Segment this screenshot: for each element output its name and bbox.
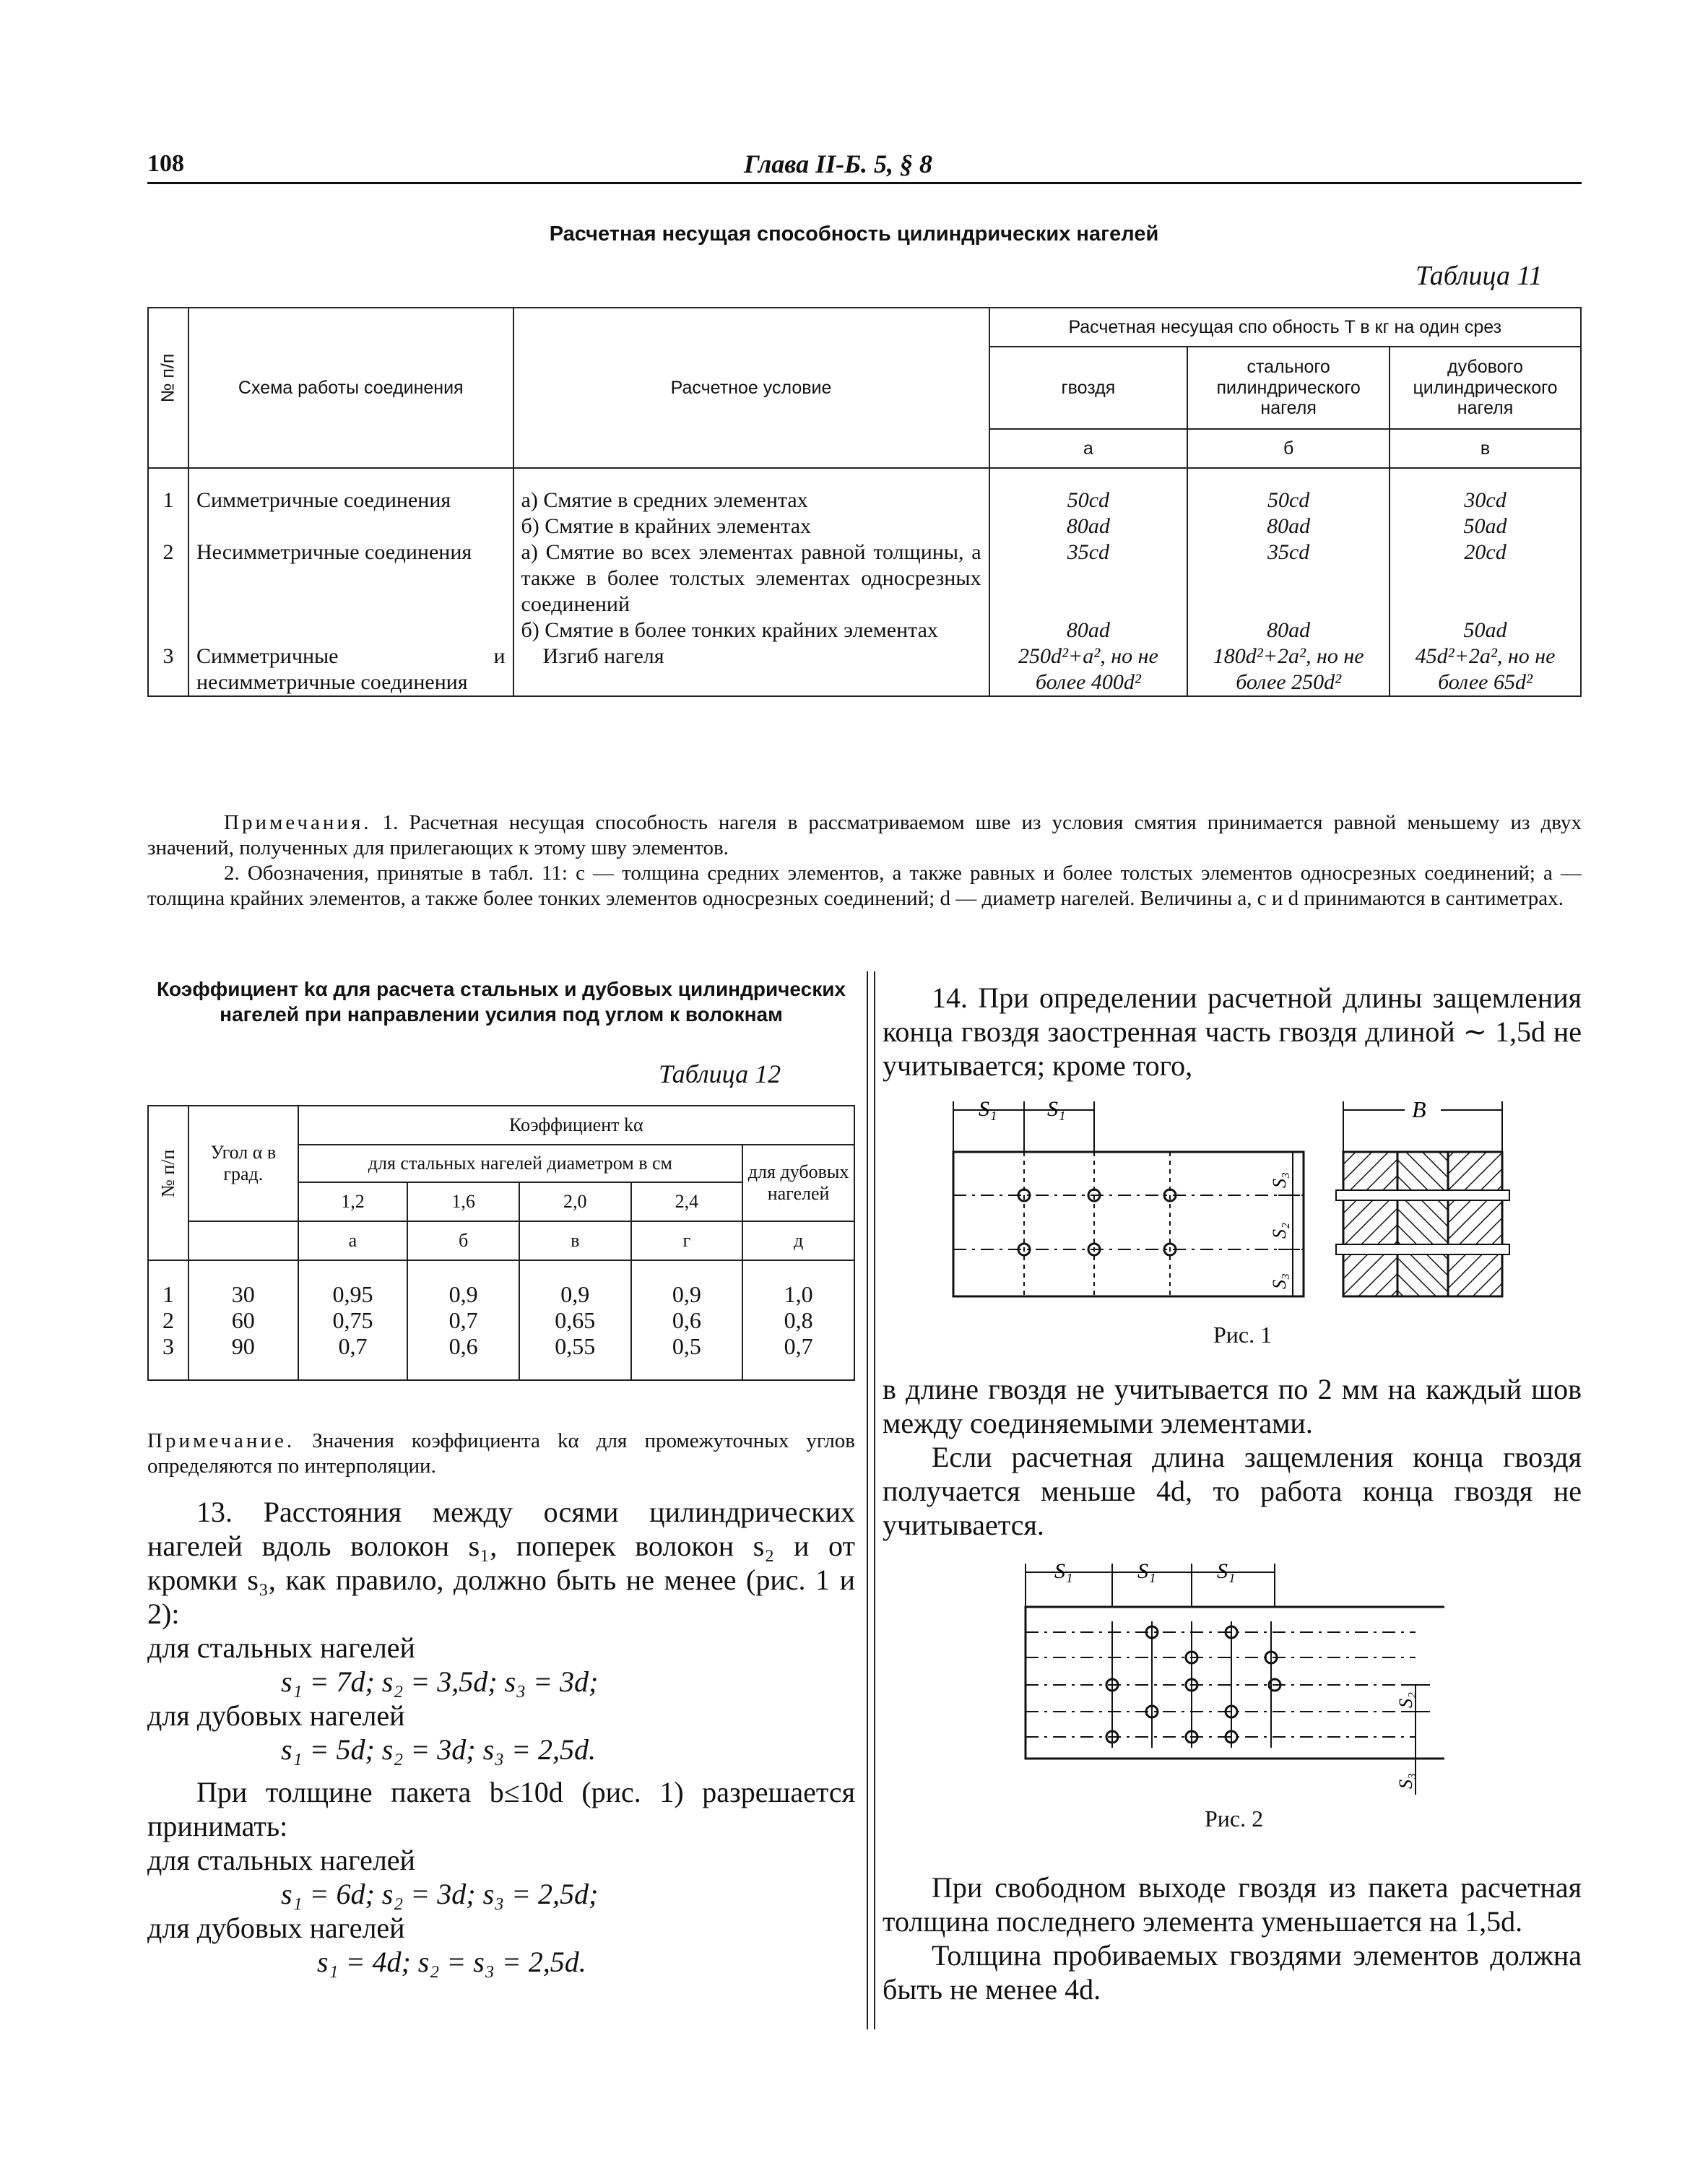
table12-letter: д — [742, 1221, 854, 1260]
header-rule — [147, 182, 1582, 184]
figure-2 — [1011, 1556, 1502, 1802]
table-row: б) Смятие в более тонких крайних элементах 80ad 80ad 50ad — [148, 617, 1581, 643]
steel-label: для стальных нагелей — [147, 1844, 415, 1876]
fig2-s1b: S₁ — [1137, 1559, 1156, 1583]
fig1-s1b: S₁ — [1047, 1097, 1066, 1121]
table11-col-b: стального пилиндрического нагеля — [1187, 347, 1390, 429]
fig2-caption: Рис. 2 — [1205, 1806, 1264, 1832]
fig1-s3b: S₃ — [1269, 1273, 1290, 1289]
oak-label: для дубовых нагелей — [147, 1699, 405, 1732]
fig1-s3: S₃ — [1269, 1171, 1290, 1188]
formula-oak-pack: s₁ = 4d; s₂ = s₃ = 2,5d. — [317, 1946, 586, 1978]
col2-p3: При свободном выходе гвоздя из пакета расчетная толщина последнего элемента уменьшается на 1,5d. — [883, 1871, 1582, 1938]
table12-letter: а — [298, 1221, 408, 1260]
table12-diam: 1,2 — [298, 1182, 408, 1221]
table-row: б) Смятие в крайних элементах 80ad 80ad 50ad — [148, 513, 1581, 539]
table12-col-num: № п/п — [148, 1106, 188, 1260]
figure-1 — [939, 1094, 1531, 1311]
fig2-s1c: S₁ — [1217, 1559, 1236, 1583]
page-number: 108 — [147, 150, 184, 177]
fig1-s1: S₁ — [979, 1097, 997, 1121]
table-row: 1 Симметричные соединения а) Смятие в средних элементах 50cd 50cd 30cd — [148, 487, 1581, 513]
table12-label: Таблица 12 — [659, 1059, 781, 1088]
oak-label: для дубовых нагелей — [147, 1912, 405, 1944]
table11-letter-b: б — [1187, 429, 1390, 468]
table12-diam: 2,4 — [631, 1182, 743, 1221]
table11-letter-c: в — [1390, 429, 1581, 468]
clause-14-text: 14. При определении расчетной длины защемления конца гвоздя заостренная часть гвоздя длиной ∼ 1,5d не учитывается; кроме того, — [883, 981, 1582, 1082]
steel-label: для стальных нагелей — [147, 1631, 415, 1664]
table11-col-c: дубового цилиндрического нагеля — [1390, 347, 1581, 429]
col2-text-bottom — [883, 1871, 1582, 2006]
fig2-s3: S₃ — [1395, 1772, 1416, 1789]
table12-note-lead: Примечание. — [147, 1429, 295, 1452]
table-row: 3 90 0,7 0,6 0,55 0,5 0,7 — [148, 1333, 854, 1359]
table12-diam: 2,0 — [519, 1182, 631, 1221]
table12-title: Коэффициент kα для расчета стальных и дубовых цилиндрических нагелей при направлении усилия под углом к волокнам — [156, 978, 846, 1026]
table12-note-text: Значения коэффициента kα для промежуточных углов определяются по интерполяции. — [147, 1429, 856, 1478]
table12-letter: г — [631, 1221, 743, 1260]
table11-title: Расчетная несущая способность цилиндрических нагелей — [549, 222, 1159, 246]
formula-steel: s₁ = 7d; s₂ = 3,5d; s₃ = 3d; — [281, 1665, 599, 1698]
table11-col-num: № п/п — [148, 308, 188, 468]
fig2-s1: S₁ — [1054, 1559, 1073, 1583]
table-row: 1 30 0,95 0,9 0,9 0,9 1,0 — [148, 1281, 854, 1307]
table11 — [147, 307, 1582, 697]
table-row: 2 60 0,75 0,7 0,65 0,6 0,8 — [148, 1307, 854, 1333]
table11-col-scheme: Схема работы соединения — [188, 308, 513, 468]
col2-cont: в длине гвоздя не учитывается по 2 мм на каждый шов между соединяемыми элементами. — [883, 1373, 1582, 1439]
table12-letter: б — [407, 1221, 519, 1260]
col2-p4: Толщина пробиваемых гвоздями элементов должна быть не менее 4d. — [883, 1939, 1582, 2006]
table12-angle-empty — [188, 1221, 298, 1260]
note-2: 2. Обозначения, принятые в табл. 11: c — толщина средних элементов, а также равных и более толстых элементов односрезных соединений; a — толщина крайних элементов, а также более тонких элементов односрезных соединений; d — диаметр нагелей. Величины a, c и d принимаются в сантиметрах. — [147, 862, 1582, 910]
table-row: 2 Несимметричные соединения а) Смятие во всех элементах равной толщины, а также в более толстых элементах односрезных соединений 35cd 35cd 20cd — [148, 539, 1581, 617]
notes-lead: Примечания. — [224, 811, 372, 834]
table12-col-angle: Угол α в град. — [188, 1106, 298, 1221]
clause-13 — [147, 1495, 855, 1979]
fig1-caption: Рис. 1 — [1213, 1322, 1273, 1348]
table11-col-condition: Расчетное условие — [513, 308, 989, 468]
column-rule — [867, 971, 868, 2029]
fig1-s2: S₂ — [1269, 1222, 1290, 1239]
table11-col-a: гвоздя — [989, 347, 1188, 429]
table-row: 3 Симметричные и несимметричные соединения Изгиб нагеля 250d²+a², но не более 400d² 180d²+2a², но не более 250d² 45d²+2a², но не более 65d² — [148, 643, 1581, 696]
table12-diam: 1,6 — [407, 1182, 519, 1221]
table12-note — [147, 1429, 855, 1479]
fig2-s2: S₂ — [1395, 1691, 1416, 1708]
table11-col-group: Расчетная несущая спо обность T в кг на один срез — [989, 308, 1581, 347]
table11-notes — [147, 810, 1582, 911]
pack-text: При толщине пакета b≤10d (рис. 1) разрешается принимать: — [147, 1776, 855, 1842]
column-rule — [874, 971, 875, 2029]
running-head: Глава II-Б. 5, § 8 — [744, 149, 933, 178]
table12-col-coef: Коэффициент kα — [298, 1106, 854, 1145]
table11-label: Таблица 11 — [1416, 261, 1543, 291]
note-1: 1. Расчетная несущая способность нагеля в рассматриваемом шве из условия смятия принимается равной меньшему из двух значений, полученных для прилегающих к этому шву элементов. — [147, 811, 1582, 859]
table12-col-oak: для дубовых нагелей — [742, 1145, 854, 1221]
formula-steel-pack: s₁ = 6d; s₂ = 3d; s₃ = 2,5d; — [281, 1878, 599, 1910]
col2-p2: Если расчетная длина защемления конца гвоздя получается меньше 4d, то работа конца гвоздя не учитывается. — [883, 1441, 1582, 1541]
table12 — [147, 1105, 855, 1381]
table12-letter: в — [519, 1221, 631, 1260]
clause-13-text: 13. Расстояния между осями цилиндрических нагелей вдоль волокон s₁, поперек волокон s₂ и от кромки s₃, как правило, должно быть не менее (рис. 1 и 2): — [147, 1496, 855, 1630]
formula-oak: s₁ = 5d; s₂ = 3d; s₃ = 2,5d. — [281, 1733, 597, 1766]
fig1-b: B — [1412, 1096, 1426, 1122]
clause-14 — [883, 981, 1582, 1083]
table11-letter-a: а — [989, 429, 1188, 468]
col2-text — [883, 1372, 1582, 1542]
table12-col-steel: для стальных нагелей диаметром в см — [298, 1145, 743, 1182]
